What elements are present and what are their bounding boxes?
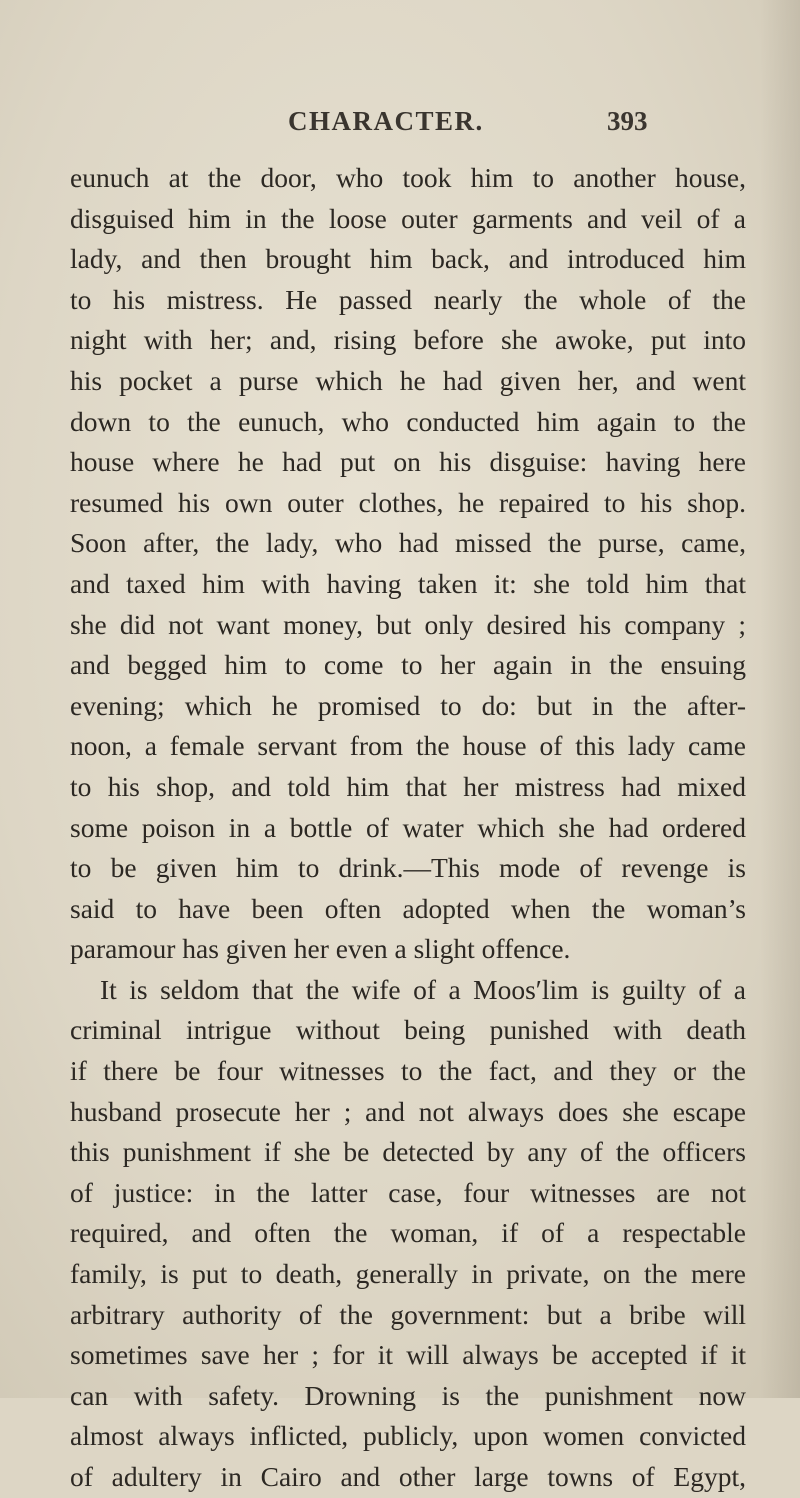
- text-line: sometimes save her ; for it will always be accepted if it: [70, 1339, 746, 1371]
- text-line: and taxed him with having taken it: she told him that: [70, 567, 746, 599]
- text-line: down to the eunuch, who conducted him again to the: [70, 405, 746, 437]
- text-line: to his mistress. He passed nearly the whole of the: [70, 283, 746, 315]
- text-line: and begged him to come to her again in the ensuing: [70, 649, 746, 681]
- page-number: 393: [607, 106, 648, 136]
- text-line: Soon after, the lady, who had missed the purse, came,: [70, 527, 746, 559]
- text-line: eunuch at the door, who took him to another house,: [70, 162, 746, 193]
- text-line: husband prosecute her ; and not always does she escape: [70, 1095, 746, 1127]
- text-line: can with safety. Drowning is the punishment now: [70, 1379, 746, 1411]
- text-line: to be given him to drink.—This mode of revenge is: [70, 852, 746, 884]
- text-line: resumed his own outer clothes, he repaired to his shop.: [70, 486, 746, 518]
- text-line: almost always inflicted, publicly, upon women convicted: [70, 1420, 746, 1452]
- text-line: she did not want money, but only desired his company ;: [70, 608, 746, 640]
- page-edge-shadow: [760, 0, 800, 1398]
- text-line: evening; which he promised to do: but in the after-: [70, 689, 746, 721]
- text-line: house where he had put on his disguise: having here: [70, 446, 746, 478]
- text-line: lady, and then brought him back, and introduced him: [70, 243, 746, 275]
- text-line: night with her; and, rising before she awoke, put into: [70, 324, 746, 356]
- text-line: this punishment if she be detected by any of the officers: [70, 1136, 746, 1168]
- paragraph-end-line: paramour has given her even a slight offence.: [70, 933, 571, 965]
- text-line: family, is put to death, generally in private, on the mere: [70, 1258, 746, 1290]
- text-line: arbitrary authority of the government: but a bribe will: [70, 1298, 746, 1330]
- text-line: said to have been often adopted when the woman’s: [70, 892, 746, 924]
- text-line: of adultery in Cairo and other large towns of Egypt,: [70, 1461, 746, 1492]
- text-line: some poison in a bottle of water which she had ordered: [70, 811, 746, 843]
- running-head: CHARACTER.: [288, 106, 484, 136]
- text-line: noon, a female servant from the house of this lady came: [70, 730, 746, 762]
- text-line: if there be four witnesses to the fact, and they or the: [70, 1055, 746, 1087]
- text-line: of justice: in the latter case, four witnesses are not: [70, 1176, 746, 1208]
- body-text: [70, 158, 746, 1498]
- page-header: [0, 106, 800, 146]
- text-line: disguised him in the loose outer garments and veil of a: [70, 202, 746, 234]
- text-line: to his shop, and told him that her mistress had mixed: [70, 770, 746, 802]
- text-line: criminal intrigue without being punished with death: [70, 1014, 746, 1046]
- paragraph-start-line: It is seldom that the wife of a Moos′lim is guilty of a: [100, 973, 746, 1005]
- text-line: required, and often the woman, if of a respectable: [70, 1217, 746, 1249]
- text-line: his pocket a purse which he had given her, and went: [70, 364, 746, 396]
